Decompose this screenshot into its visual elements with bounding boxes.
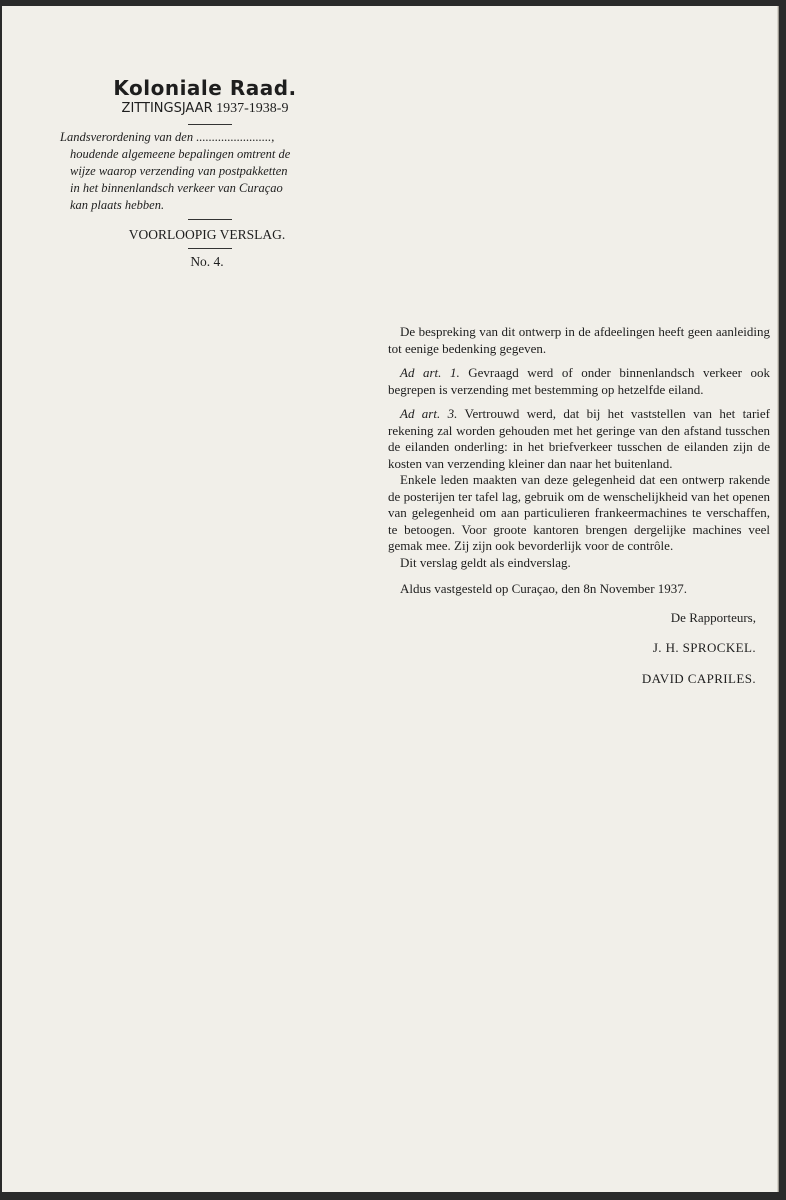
signatory-1: J. H. SPROCKEL. [652,640,756,655]
paragraph-4: Enkele leden maakten van deze gelegenheid dat een ontwerp rakende de posterijen ter tafel lag, gebruik om de wenschelijkheid van het openen van gelegenheid om aan particulieren frankeermachines te verschaffen, te betoogen. Voor groote kantoren brengen dergelijke machines veel gemak mee. Zij zijn ook bevorderlijk voor de contrôle. [388,472,770,553]
date-line: Aldus vastgesteld op Curaçao, den 8n November 1937. [400,581,688,596]
report-body [388,324,770,687]
divider-rule [188,219,232,220]
signature-block [388,581,770,687]
paragraph-art-1 [388,365,770,398]
subject-line-2: houdende algemeene bepalingen omtrent de [70,147,291,161]
header-column [60,76,342,271]
bill-subject [60,129,342,214]
article-text-3: Vertrouwd werd, dat bij het vaststellen van het tarief rekening zal worden gehouden met het geringe van den afstand tusschen de eilanden onderling: in het briefverkeer tusschen de eilanden zijn de kosten van verzending kleiner dan naar het buitenland. [388,406,770,471]
subject-line-5: kan plaats hebben. [70,198,165,212]
article-ref-3: Ad art. 3. [400,406,458,421]
paragraph-5: Dit verslag geldt als eindverslag. [400,554,571,570]
divider-rule [188,124,232,125]
paragraph-1: De bespreking van dit ontwerp in de afdeelingen heeft geen aanleiding tot eenige bedenking gegeven. [388,324,770,356]
divider-rule [188,248,232,249]
session-label: ZITTINGSJAAR [121,101,213,116]
report-number: No. 4. [190,254,224,269]
subject-line-4: in het binnenlandsch verkeer van Curaçao [70,181,283,195]
subject-line-1: Landsverordening van den ........................, [60,130,275,144]
article-ref-1: Ad art. 1. [400,365,460,380]
report-title: VOORLOOPIG VERSLAG. [128,227,286,242]
session-years: 1937-1938-9 [216,101,289,116]
council-title: Koloniale Raad. [113,76,297,100]
article-text-1: Gevraagd werd of onder binnenlandsch verkeer ook begrepen is verzending met bestemming op hetzelfde eiland. [388,365,770,397]
document-page [2,6,779,1192]
session-line [60,100,342,118]
subject-line-3: wijze waarop verzending van postpakketten [70,164,288,178]
rapporteurs-label: De Rapporteurs, [670,609,756,625]
signatory-2: DAVID CAPRILES. [641,670,756,686]
paragraph-art-3 [388,406,770,472]
